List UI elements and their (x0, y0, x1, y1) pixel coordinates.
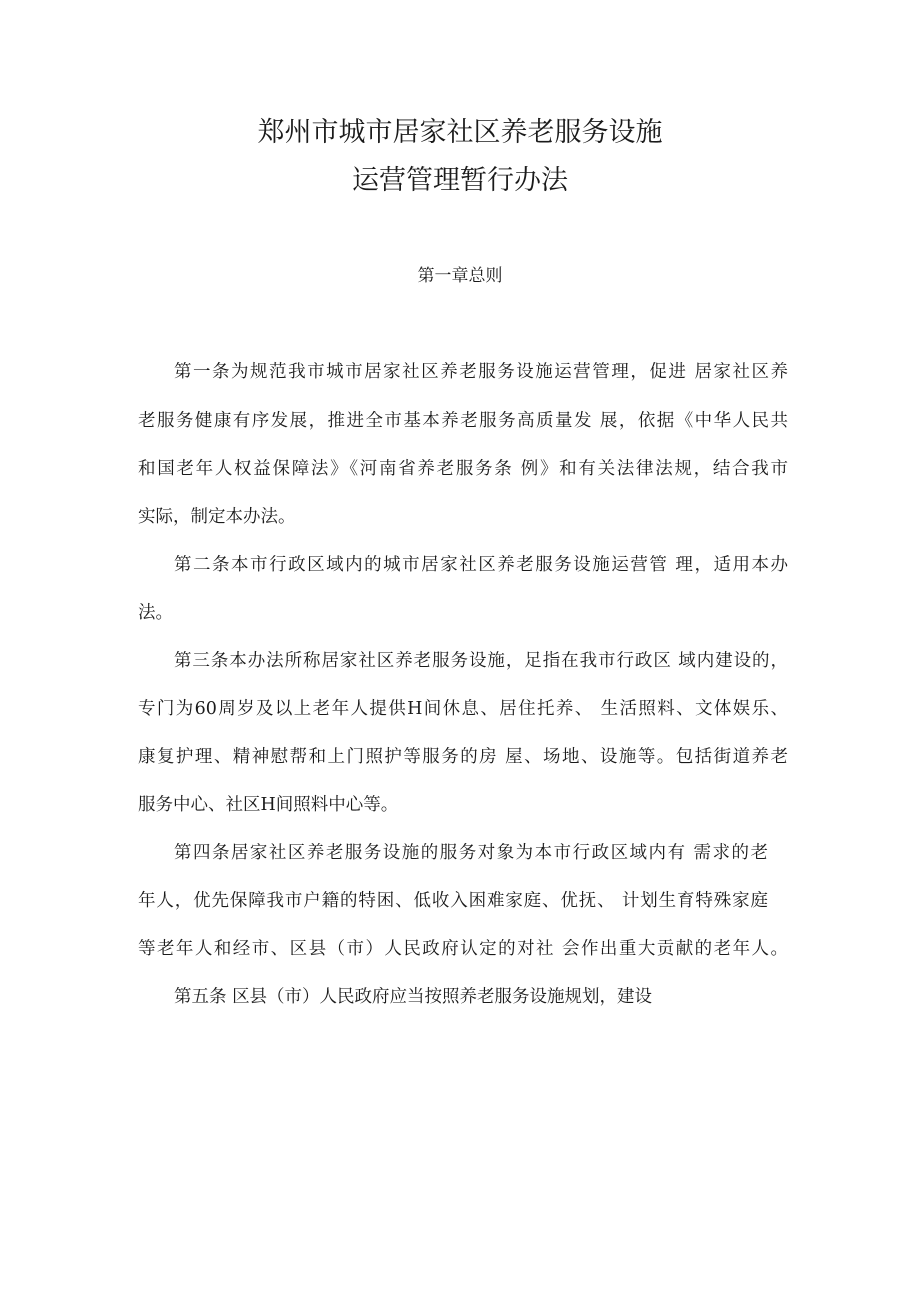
paragraph-line: 第三条本办法所称居家社区养老服务设施，足指在我市行政区 域内建设的， (174, 651, 788, 671)
paragraph-line: 第五条 区县（市）人民政府应当按照养老服务设施规划，建设 (174, 987, 653, 1007)
chapter-heading: 第一章总则 (417, 266, 503, 286)
paragraph-line: 第一条为规范我市城市居家社区养老服务设施运营管理，促进 居家社区养 (174, 362, 788, 382)
paragraph-line: 第四条居家社区养老服务设施的服务对象为本市行政区域内有 需求的老 (174, 843, 768, 863)
paragraph-line: 服务中心、社区H间照料中心等。 (138, 795, 399, 815)
paragraph-line: 专门为60周岁及以上老年人提供H间休息、居住托养、 生活照料、文体娱乐、 (138, 699, 788, 719)
paragraph-line: 和国老年人权益保障法》《河南省养老服务条 例》和有关法律法规，结合我市 (138, 459, 788, 479)
document-title-line-1: 郑州市城市居家社区养老服务设施 (257, 117, 663, 148)
paragraph-line: 年人，优先保障我市户籍的特困、低收入困难家庭、优抚、 计划生育特殊家庭 (138, 891, 768, 911)
paragraph-line: 第二条本市行政区域内的城市居家社区养老服务设施运营管 理，适用本办 (174, 555, 788, 575)
paragraph-line: 法。 (138, 603, 173, 623)
paragraph-line: 实际，制定本办法。 (138, 507, 296, 527)
paragraph-line: 康复护理、精神慰帮和上门照护等服务的房 屋、场地、设施等。包括街道养老 (138, 747, 788, 767)
document-title-line-2: 运营管理暂行办法 (352, 165, 568, 196)
paragraph-line: 等老年人和经市、区县（市）人民政府认定的对社 会作出重大贡献的老年人。 (138, 939, 788, 959)
paragraph-line: 老服务健康有序发展，推进全市基本养老服务高质量发 展，依据《中华人民共 (138, 411, 788, 431)
